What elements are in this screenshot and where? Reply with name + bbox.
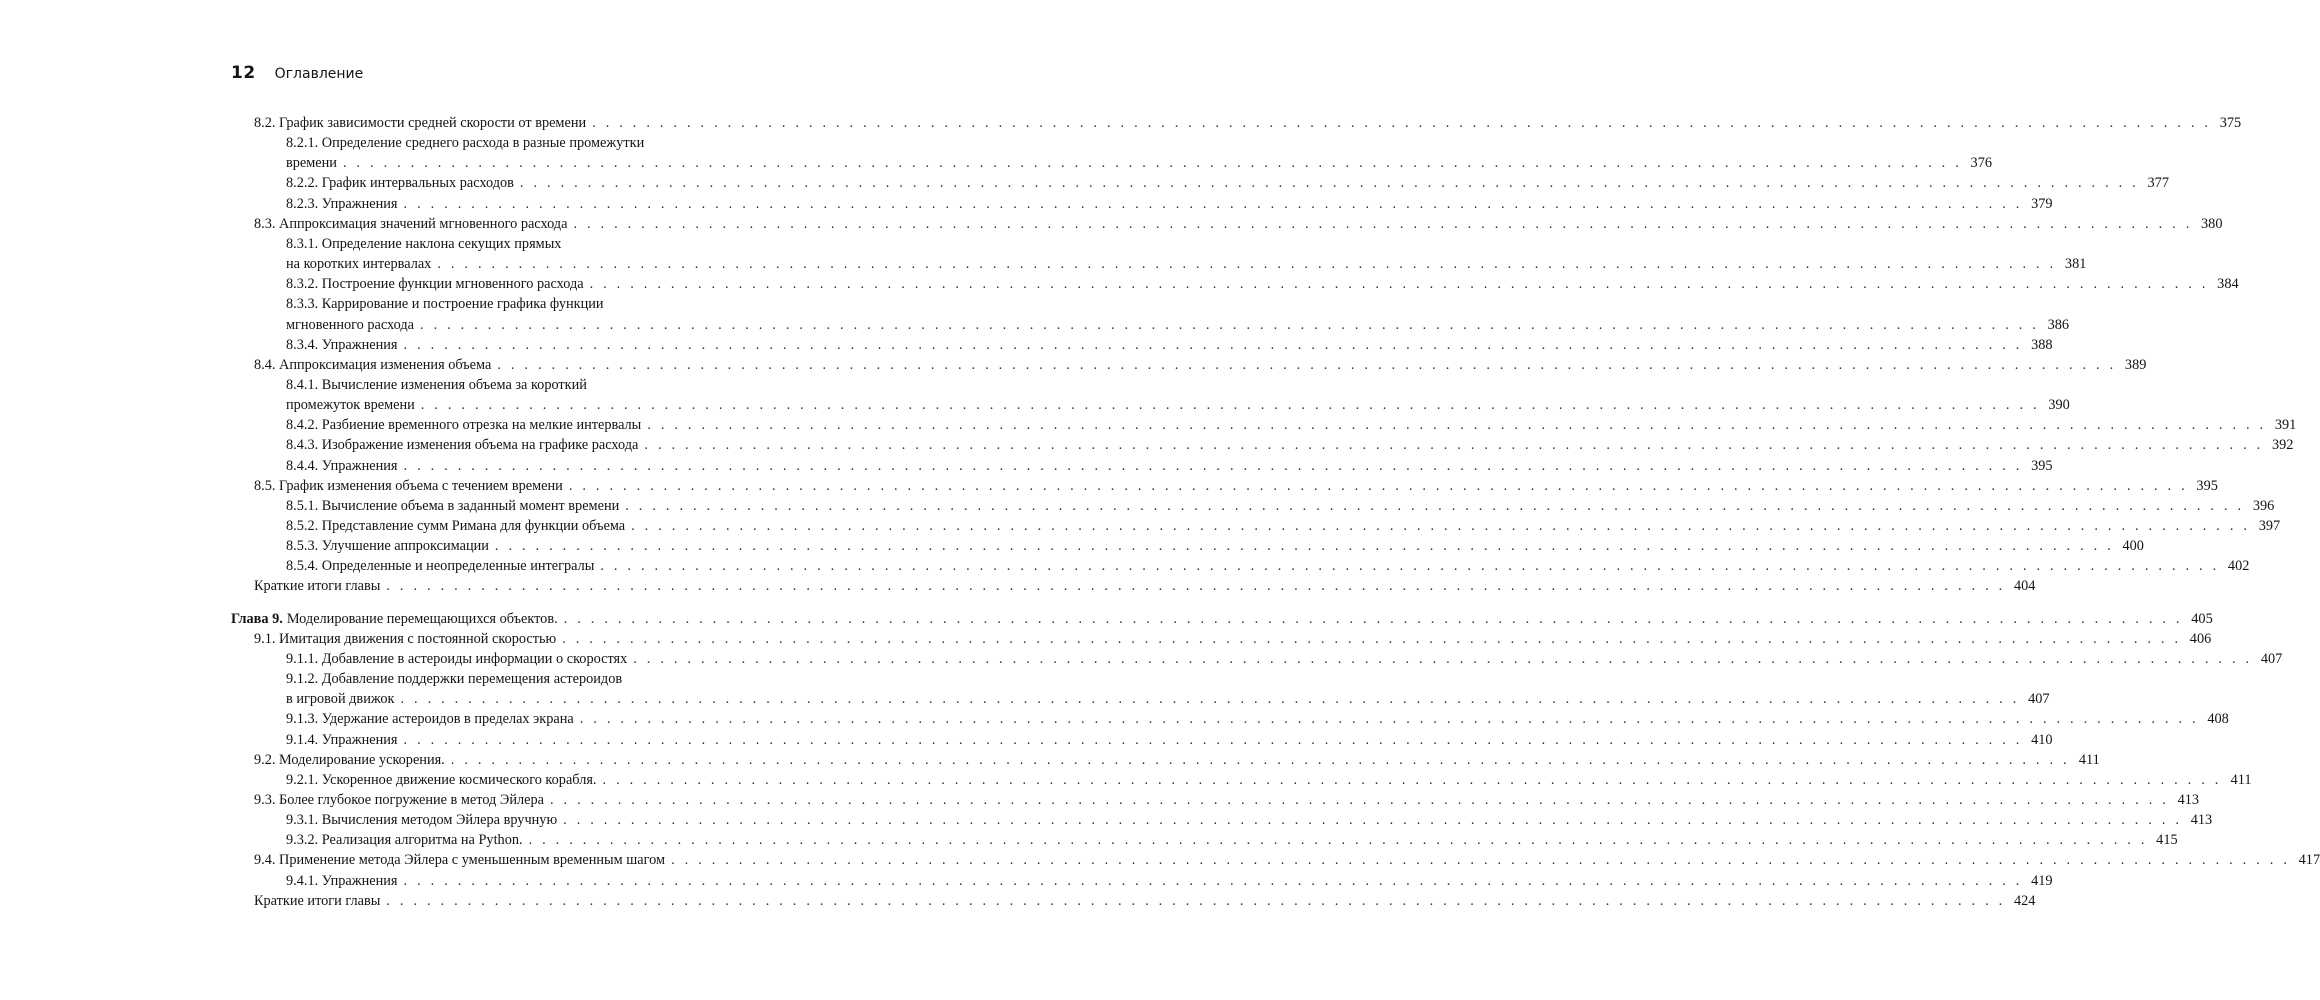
toc-page-number: 386 — [2047, 316, 2070, 333]
dot-leader: . . . . . . . . . . . . . . . . . . . . . . . . . . . . . . . . . . . . . . . . . . . . . . . . . . . . . . . . . . . . . . . . . . . . . . . . . . . . . . . . . . . . . . . . . . . . . . . . . . . . . . . . . . . . . . . . . . . . . . . . — [625, 497, 2245, 514]
dot-leader: . . . . . . . . . . . . . . . . . . . . . . . . . . . . . . . . . . . . . . . . . . . . . . . . . . . . . . . . . . . . . . . . . . . . . . . . . . . . . . . . . . . . . . . . . . . . . . . . . . . . . . . . . . . . . . . . . . . . . . . . — [519, 175, 2139, 192]
chapter-number: Глава 9. — [231, 610, 283, 627]
toc-page-number: 411 — [2078, 751, 2100, 768]
toc-entry[interactable] — [254, 113, 2242, 133]
toc-entry-label: 8.2.2. График интервальных расходов — [286, 175, 514, 192]
toc-entry-label: 8.4.1. Вычисление изменения объема за короткий — [286, 376, 587, 393]
dot-leader: . . . . . . . . . . . . . . . . . . . . . . . . . . . . . . . . . . . . . . . . . . . . . . . . . . . . . . . . . . . . . . . . . . . . . . . . . . . . . . . . . . . . . . . . . . . . . . . . . . . . . . . . . . . . . . . . . . . . . . . . — [528, 832, 2148, 849]
toc-page-number: 392 — [2271, 437, 2294, 454]
toc-entry[interactable] — [286, 770, 2252, 790]
dot-leader: . . . . . . . . . . . . . . . . . . . . . . . . . . . . . . . . . . . . . . . . . . . . . . . . . . . . . . . . . . . . . . . . . . . . . . . . . . . . . . . . . . . . . . . . . . . . . . . . . . . . . . . . . . . . . . . . . . . . . . . . — [403, 457, 2023, 474]
toc-entry-label: 8.3.1. Определение наклона секущих прямых — [286, 235, 562, 252]
toc-entry-label: 9.3.2. Реализация алгоритма на Python. — [286, 832, 523, 849]
toc-entry-label: 9.1. Имитация движения с постоянной скоростью — [254, 630, 557, 647]
toc-entry-label: в игровой движок — [286, 691, 395, 708]
dot-leader: . . . . . . . . . . . . . . . . . . . . . . . . . . . . . . . . . . . . . . . . . . . . . . . . . . . . . . . . . . . . . . . . . . . . . . . . . . . . . . . . . . . . . . . . . . . . . . . . . . . . . . . . . . . . . . . . . . . . . . . . — [420, 397, 2040, 414]
toc-page-number: 396 — [2252, 497, 2275, 514]
dot-leader: . . . . . . . . . . . . . . . . . . . . . . . . . . . . . . . . . . . . . . . . . . . . . . . . . . . . . . . . . . . . . . . . . . . . . . . . . . . . . . . . . . . . . . . . . . . . . . . . . . . . . . . . . . . . . . . . . . . . . . . . — [671, 852, 2291, 869]
toc-entry[interactable] — [286, 315, 2070, 335]
toc-entry-label: 9.3. Более глубокое погружение в метод Эйлера — [254, 791, 544, 808]
toc-entry-label: 8.5.2. Представление сумм Римана для функции объема — [286, 518, 626, 534]
dot-leader: . . . . . . . . . . . . . . . . . . . . . . . . . . . . . . . . . . . . . . . . . . . . . . . . . . . . . . . . . . . . . . . . . . . . . . . . . . . . . . . . . . . . . . . . . . . . . . . . . . . . . . . . . . . . . . . . . . . . . . . . — [386, 892, 2006, 909]
toc-entry-label: Краткие итоги главы — [254, 892, 381, 909]
toc-entry[interactable] — [286, 871, 2053, 891]
toc-entry-label: 8.2.1. Определение среднего расхода в разные промежутки — [286, 135, 645, 152]
dot-leader: . . . . . . . . . . . . . . . . . . . . . . . . . . . . . . . . . . . . . . . . . . . . . . . . . . . . . . . . . . . . . . . . . . . . . . . . . . . . . . . . . . . . . . . . . . . . . . . . . . . . . . . . . . . . . . . . . . . . . . . . — [497, 356, 2117, 373]
toc-entry[interactable] — [254, 476, 2218, 496]
toc-entry[interactable] — [286, 649, 2283, 669]
toc-entry-label: 9.3.1. Вычисления методом Эйлера вручную — [286, 812, 558, 829]
dot-leader: . . . . . . . . . . . . . . . . . . . . . . . . . . . . . . . . . . . . . . . . . . . . . . . . . . . . . . . . . . . . . . . . . . . . . . . . . . . . . . . . . . . . . . . . . . . . . . . . . . . . . . . . . . . . . . . . . . . . . . . . — [631, 518, 2251, 534]
toc-entry[interactable] — [254, 750, 2100, 770]
toc-chapter-entry[interactable] — [231, 609, 2213, 629]
toc-entry-label: 9.1.2. Добавление поддержки перемещения астероидов — [286, 671, 623, 688]
toc-page-number: 376 — [1970, 155, 1992, 172]
dot-leader: . . . . . . . . . . . . . . . . . . . . . . . . . . . . . . . . . . . . . . . . . . . . . . . . . . . . . . . . . . . . . . . . . . . . . . . . . . . . . . . . . . . . . . . . . . . . . . . . . . . . . . . . . . . . . . . . . . . . . . . . — [403, 872, 2023, 889]
toc-page-number: 400 — [2122, 538, 2144, 555]
toc-entry-label: 8.4.3. Изображение изменения объема на графике расхода — [286, 437, 639, 454]
toc-page-number: 413 — [2177, 791, 2200, 808]
toc-entry-label: 8.4. Аппроксимация изменения объема — [254, 356, 492, 373]
toc-page-number: 391 — [2274, 417, 2297, 434]
toc-entry-label: Краткие итоги главы — [254, 578, 381, 595]
toc-entry[interactable] — [286, 516, 2281, 536]
toc-entry[interactable] — [286, 254, 2087, 274]
toc-entry-label: 9.2.1. Ускоренное движение космического корабля. — [286, 771, 597, 788]
dot-leader: . . . . . . . . . . . . . . . . . . . . . . . . . . . . . . . . . . . . . . . . . . . . . . . . . . . . . . . . . . . . . . . . . . . . . . . . . . . . . . . . . . . . . . . . . . . . . . . . . . . . . . . . . . . . . . . . . . . . . . . . — [562, 630, 2182, 647]
toc-page-number: 404 — [2013, 578, 2036, 595]
dot-leader: . . . . . . . . . . . . . . . . . . . . . . . . . . . . . . . . . . . . . . . . . . . . . . . . . . . . . . . . . . . . . . . . . . . . . . . . . . . . . . . . . . . . . . . . . . . . . . . . . . . . . . . . . . . . . . . . . . . . . . . . — [563, 610, 2183, 627]
toc-entry[interactable] — [254, 790, 2200, 810]
toc-entry[interactable] — [254, 850, 2320, 870]
toc-entry[interactable] — [286, 274, 2239, 294]
toc-entry-label: 8.5.1. Вычисление объема в заданный момент времени — [286, 497, 620, 514]
dot-leader: . . . . . . . . . . . . . . . . . . . . . . . . . . . . . . . . . . . . . . . . . . . . . . . . . . . . . . . . . . . . . . . . . . . . . . . . . . . . . . . . . . . . . . . . . . . . . . . . . . . . . . . . . . . . . . . . . . . . . . . . — [400, 691, 2020, 708]
toc-page-number: 389 — [2124, 356, 2147, 373]
toc-entry-label: промежуток времени — [286, 397, 415, 414]
toc-entry[interactable] — [286, 173, 2169, 193]
dot-leader: . . . . . . . . . . . . . . . . . . . . . . . . . . . . . . . . . . . . . . . . . . . . . . . . . . . . . . . . . . . . . . . . . . . . . . . . . . . . . . . . . . . . . . . . . . . . . . . . . . . . . . . . . . . . . . . . . . . . . . . . — [644, 437, 2264, 454]
dot-leader: . . . . . . . . . . . . . . . . . . . . . . . . . . . . . . . . . . . . . . . . . . . . . . . . . . . . . . . . . . . . . . . . . . . . . . . . . . . . . . . . . . . . . . . . . . . . . . . . . . . . . . . . . . . . . . . . . . . . . . . . — [420, 316, 2040, 333]
toc-page-number: 407 — [2260, 650, 2283, 667]
toc-entry[interactable] — [286, 335, 2053, 355]
toc-entry-label: мгновенного расхода — [286, 316, 415, 333]
toc-entry-label: 9.4.1. Упражнения — [286, 872, 398, 889]
toc-entry-label: 8.5. График изменения объема с течением времени — [254, 477, 563, 494]
dot-leader: . . . . . . . . . . . . . . . . . . . . . . . . . . . . . . . . . . . . . . . . . . . . . . . . . . . . . . . . . . . . . . . . . . . . . . . . . . . . . . . . . . . . . . . . . . . . . . . . . . . . . . . . . . . . . . . . . . . . . . . . — [592, 115, 2212, 131]
toc-entry[interactable] — [254, 355, 2147, 375]
toc-entry-label: 8.3.3. Каррирование и построение графика функции — [286, 296, 604, 313]
toc-page-number: 380 — [2201, 215, 2223, 232]
toc-entry-label: 9.1.1. Добавление в астероиды информации о скоростях — [286, 650, 628, 667]
toc-entry[interactable] — [286, 395, 2070, 415]
dot-leader: . . . . . . . . . . . . . . . . . . . . . . . . . . . . . . . . . . . . . . . . . . . . . . . . . . . . . . . . . . . . . . . . . . . . . . . . . . . . . . . . . . . . . . . . . . . . . . . . . . . . . . . . . . . . . . . . . . . . . . . . — [494, 538, 2114, 555]
toc-entry[interactable] — [286, 456, 2053, 476]
toc-entry[interactable] — [254, 891, 2036, 911]
toc-page-number: 397 — [2258, 518, 2281, 534]
toc-entry[interactable] — [254, 629, 2212, 649]
toc-entry[interactable] — [286, 810, 2213, 830]
toc-page-number: 424 — [2013, 892, 2036, 909]
toc-page-number: 402 — [2227, 558, 2250, 575]
toc-entry-label: 8.4.2. Разбиение временного отрезка на мелкие интервалы — [286, 417, 642, 434]
toc-entry[interactable] — [286, 556, 2250, 576]
running-title: Оглавление — [274, 66, 364, 82]
chapter-title: Моделирование перемещающихся объектов. — [286, 610, 558, 627]
toc-page-number: 381 — [2064, 256, 2087, 273]
toc-entry-label: 8.5.4. Определенные и неопределенные интегралы — [286, 558, 595, 575]
toc-page-number: 390 — [2048, 397, 2070, 414]
toc-entry-label: времени — [286, 155, 337, 172]
toc-page-number: 415 — [2156, 832, 2178, 849]
toc-page-number: 395 — [2031, 457, 2053, 474]
toc-entry[interactable] — [286, 536, 2144, 556]
toc-page-number: 384 — [2217, 276, 2239, 293]
toc-page-number: 417 — [2298, 852, 2320, 869]
toc-entry[interactable] — [286, 194, 2053, 214]
toc-page-number: 406 — [2189, 630, 2212, 647]
dot-leader: . . . . . . . . . . . . . . . . . . . . . . . . . . . . . . . . . . . . . . . . . . . . . . . . . . . . . . . . . . . . . . . . . . . . . . . . . . . . . . . . . . . . . . . . . . . . . . . . . . . . . . . . . . . . . . . . . . . . . . . . — [403, 731, 2023, 748]
dot-leader: . . . . . . . . . . . . . . . . . . . . . . . . . . . . . . . . . . . . . . . . . . . . . . . . . . . . . . . . . . . . . . . . . . . . . . . . . . . . . . . . . . . . . . . . . . . . . . . . . . . . . . . . . . . . . . . . . . . . . . . . — [549, 791, 2170, 808]
toc-entry[interactable] — [286, 730, 2053, 750]
toc-entry-label: 9.2. Моделирование ускорения. — [254, 751, 445, 768]
toc-entry-label: 8.3. Аппроксимация значений мгновенного расхода — [254, 215, 568, 232]
dot-leader: . . . . . . . . . . . . . . . . . . . . . . . . . . . . . . . . . . . . . . . . . . . . . . . . . . . . . . . . . . . . . . . . . . . . . . . . . . . . . . . . . . . . . . . . . . . . . . . . . . . . . . . . . . . . . . . . . . . . . . . . — [450, 751, 2070, 768]
toc-page-number: 375 — [2219, 115, 2242, 131]
toc-entry[interactable] — [286, 415, 2297, 435]
dot-leader: . . . . . . . . . . . . . . . . . . . . . . . . . . . . . . . . . . . . . . . . . . . . . . . . . . . . . . . . . . . . . . . . . . . . . . . . . . . . . . . . . . . . . . . . . . . . . . . . . . . . . . . . . . . . . . . . . . . . . . . . — [633, 650, 2253, 667]
toc-entry-label — [231, 609, 558, 629]
toc-entry[interactable] — [286, 496, 2275, 516]
toc-page-number: 410 — [2031, 731, 2053, 748]
toc-page-number: 407 — [2028, 691, 2050, 708]
toc-page-number: 411 — [2230, 771, 2252, 788]
toc-entry[interactable] — [286, 153, 1992, 173]
dot-leader: . . . . . . . . . . . . . . . . . . . . . . . . . . . . . . . . . . . . . . . . . . . . . . . . . . . . . . . . . . . . . . . . . . . . . . . . . . . . . . . . . . . . . . . . . . . . . . . . . . . . . . . . . . . . . . . . . . . . . . . . — [403, 336, 2023, 353]
toc-entry[interactable] — [286, 435, 2294, 455]
page-number: 12 — [231, 63, 256, 83]
toc-entry[interactable] — [286, 830, 2178, 850]
dot-leader: . . . . . . . . . . . . . . . . . . . . . . . . . . . . . . . . . . . . . . . . . . . . . . . . . . . . . . . . . . . . . . . . . . . . . . . . . . . . . . . . . . . . . . . . . . . . . . . . . . . . . . . . . . . . . . . . . . . . . . . . — [568, 477, 2188, 494]
dot-leader: . . . . . . . . . . . . . . . . . . . . . . . . . . . . . . . . . . . . . . . . . . . . . . . . . . . . . . . . . . . . . . . . . . . . . . . . . . . . . . . . . . . . . . . . . . . . . . . . . . . . . . . . . . . . . . . . . . . . . . . . — [342, 155, 1962, 172]
toc-entry-label: 8.3.2. Построение функции мгновенного расхода — [286, 276, 584, 293]
dot-leader: . . . . . . . . . . . . . . . . . . . . . . . . . . . . . . . . . . . . . . . . . . . . . . . . . . . . . . . . . . . . . . . . . . . . . . . . . . . . . . . . . . . . . . . . . . . . . . . . . . . . . . . . . . . . . . . . . . . . . . . . — [600, 558, 2220, 575]
toc-entry-label: 8.5.3. Улучшение аппроксимации — [286, 538, 489, 555]
dot-leader: . . . . . . . . . . . . . . . . . . . . . . . . . . . . . . . . . . . . . . . . . . . . . . . . . . . . . . . . . . . . . . . . . . . . . . . . . . . . . . . . . . . . . . . . . . . . . . . . . . . . . . . . . . . . . . . . . . . . . . . . — [563, 812, 2183, 829]
toc-page-number: 419 — [2031, 872, 2053, 889]
toc-page-number: 395 — [2196, 477, 2218, 494]
dot-leader: . . . . . . . . . . . . . . . . . . . . . . . . . . . . . . . . . . . . . . . . . . . . . . . . . . . . . . . . . . . . . . . . . . . . . . . . . . . . . . . . . . . . . . . . . . . . . . . . . . . . . . . . . . . . . . . . . . . . . . . . — [403, 195, 2023, 212]
dot-leader: . . . . . . . . . . . . . . . . . . . . . . . . . . . . . . . . . . . . . . . . . . . . . . . . . . . . . . . . . . . . . . . . . . . . . . . . . . . . . . . . . . . . . . . . . . . . . . . . . . . . . . . . . . . . . . . . . . . . . . . . — [579, 711, 2199, 728]
toc-page-number: 377 — [2147, 175, 2169, 192]
toc-entry[interactable] — [286, 709, 2229, 729]
dot-leader: . . . . . . . . . . . . . . . . . . . . . . . . . . . . . . . . . . . . . . . . . . . . . . . . . . . . . . . . . . . . . . . . . . . . . . . . . . . . . . . . . . . . . . . . . . . . . . . . . . . . . . . . . . . . . . . . . . . . . . . . — [437, 256, 2057, 273]
dot-leader: . . . . . . . . . . . . . . . . . . . . . . . . . . . . . . . . . . . . . . . . . . . . . . . . . . . . . . . . . . . . . . . . . . . . . . . . . . . . . . . . . . . . . . . . . . . . . . . . . . . . . . . . . . . . . . . . . . . . . . . . — [386, 578, 2006, 595]
toc-entry-label: 9.4. Применение метода Эйлера с уменьшенным временным шагом — [254, 852, 666, 869]
toc-entry[interactable] — [254, 576, 2036, 596]
dot-leader: . . . . . . . . . . . . . . . . . . . . . . . . . . . . . . . . . . . . . . . . . . . . . . . . . . . . . . . . . . . . . . . . . . . . . . . . . . . . . . . . . . . . . . . . . . . . . . . . . . . . . . . . . . . . . . . . . . . . . . . . — [573, 215, 2193, 232]
toc-entry-label: 9.1.4. Упражнения — [286, 731, 398, 748]
toc-page-number: 405 — [2191, 610, 2213, 627]
dot-leader: . . . . . . . . . . . . . . . . . . . . . . . . . . . . . . . . . . . . . . . . . . . . . . . . . . . . . . . . . . . . . . . . . . . . . . . . . . . . . . . . . . . . . . . . . . . . . . . . . . . . . . . . . . . . . . . . . . . . . . . . — [589, 276, 2209, 293]
toc-entry-label: на коротких интервалах — [286, 256, 432, 273]
toc-entry-label: 9.1.3. Удержание астероидов в пределах экрана — [286, 711, 574, 728]
dot-leader: . . . . . . . . . . . . . . . . . . . . . . . . . . . . . . . . . . . . . . . . . . . . . . . . . . . . . . . . . . . . . . . . . . . . . . . . . . . . . . . . . . . . . . . . . . . . . . . . . . . . . . . . . . . . . . . . . . . . . . . . — [647, 417, 2267, 434]
toc-entry[interactable] — [286, 689, 2050, 709]
toc-entry-label: 8.3.4. Упражнения — [286, 336, 398, 353]
toc-entry-label: 8.2. График зависимости средней скорости от времени — [254, 115, 587, 131]
toc-entry-label: 8.4.4. Упражнения — [286, 457, 398, 474]
toc-page-number: 379 — [2031, 195, 2053, 212]
dot-leader: . . . . . . . . . . . . . . . . . . . . . . . . . . . . . . . . . . . . . . . . . . . . . . . . . . . . . . . . . . . . . . . . . . . . . . . . . . . . . . . . . . . . . . . . . . . . . . . . . . . . . . . . . . . . . . . . . . . . . . . . — [602, 771, 2222, 788]
toc-page-number: 388 — [2031, 336, 2053, 353]
toc-entry[interactable] — [254, 214, 2223, 234]
toc-entry-label: 8.2.3. Упражнения — [286, 195, 398, 212]
toc-page-number: 408 — [2207, 711, 2229, 728]
toc-page-number: 413 — [2190, 812, 2213, 829]
